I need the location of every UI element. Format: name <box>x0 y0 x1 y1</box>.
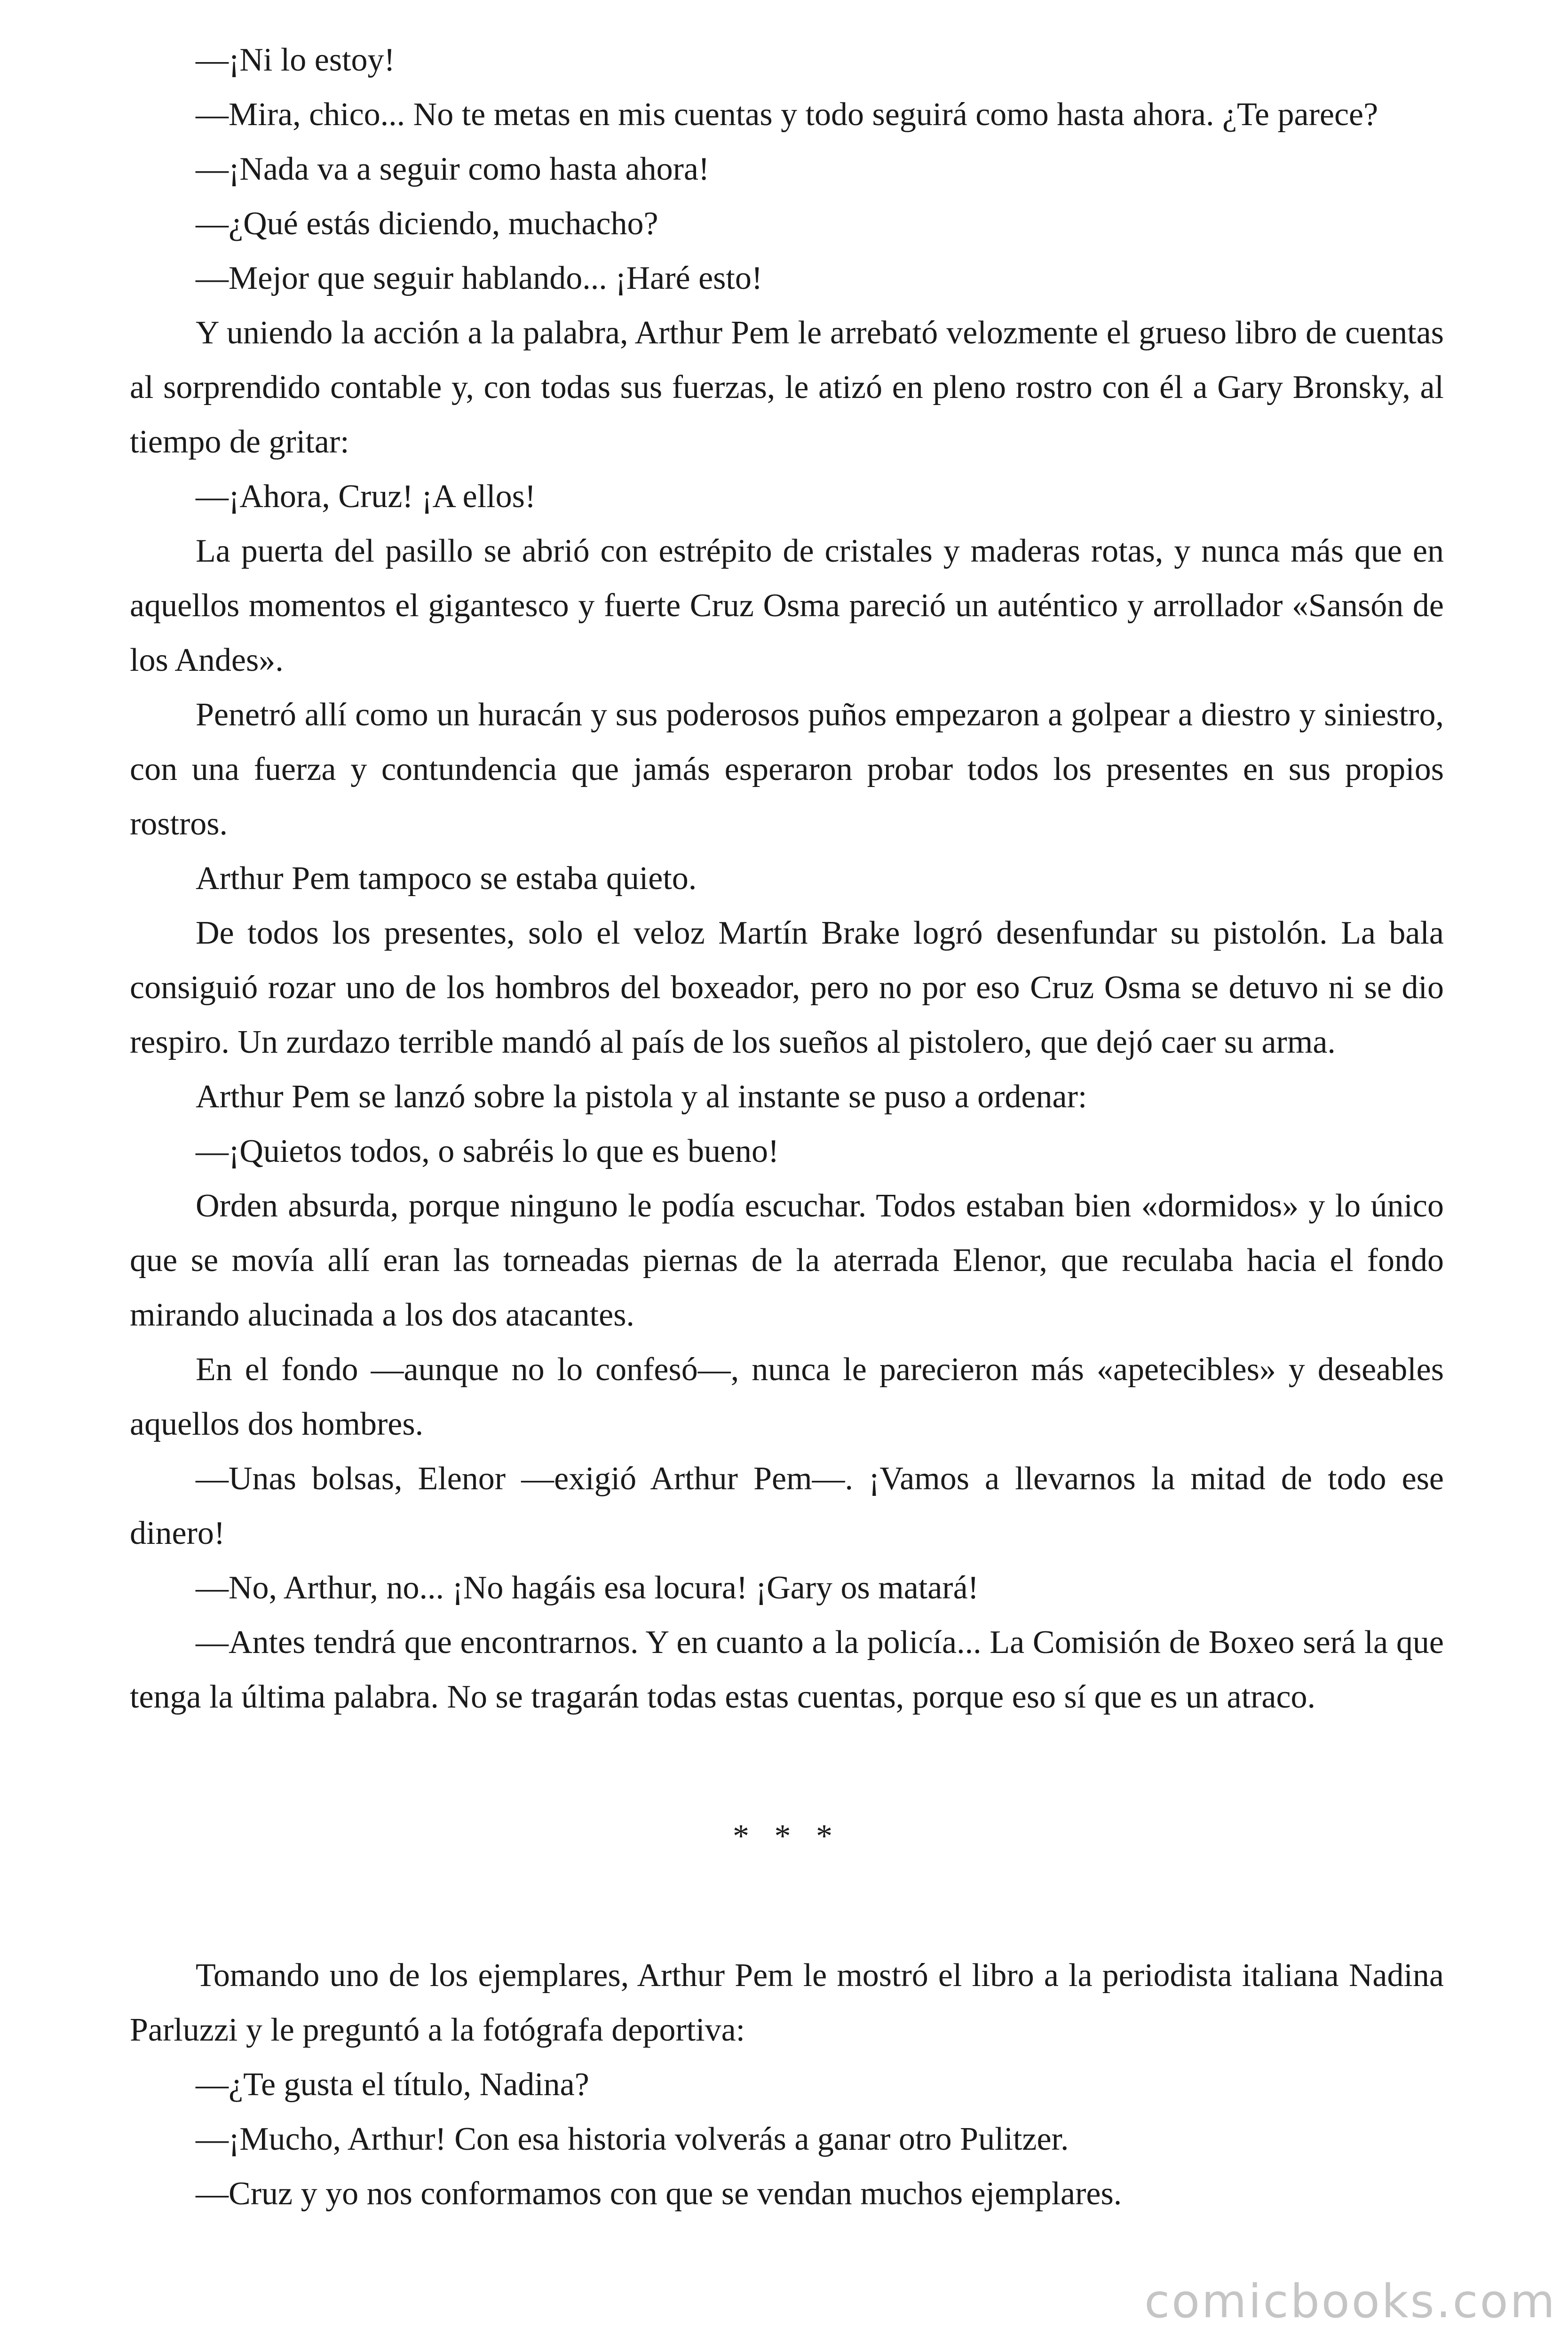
paragraph: —¡Nada va a seguir como hasta ahora! <box>196 151 710 187</box>
paragraph: En el fondo —aunque no lo confesó—, nunca le parecieron más «apetecibles» y deseables aquellos dos hombres. <box>130 1351 1444 1442</box>
paragraph: —Unas bolsas, Elenor —exigió Arthur Pem—. ¡Vamos a llevarnos la mitad de todo ese dinero! <box>130 1461 1444 1551</box>
paragraph: Orden absurda, porque ninguno le podía escuchar. Todos estaban bien «dormidos» y lo único que se movía allí eran las torneadas piernas de la aterrada Elenor, que reculaba hacia el fondo mirando alucinada a los dos atacantes. <box>130 1188 1444 1333</box>
paragraph: —¡Ni lo estoy! <box>196 42 395 78</box>
paragraph: Tomando uno de los ejemplares, Arthur Pem le mostró el libro a la periodista italiana Nadina Parluzzi y le preguntó a la fotógrafa deportiva: <box>130 1957 1444 2048</box>
paragraph: —¡Mucho, Arthur! Con esa historia volverás a ganar otro Pulitzer. <box>196 2121 1069 2157</box>
paragraph: —No, Arthur, no... ¡No hagáis esa locura! ¡Gary os matará! <box>196 1570 979 1606</box>
paragraph: Arthur Pem se lanzó sobre la pistola y al instante se puso a ordenar: <box>196 1079 1087 1115</box>
page-body <box>130 33 1444 2221</box>
paragraph: —¿Te gusta el título, Nadina? <box>196 2066 589 2103</box>
watermark: comicbooks.com <box>1144 2275 1557 2328</box>
paragraph: Penetró allí como un huracán y sus poderosos puños empezaron a golpear a diestro y siniestro, con una fuerza y contundencia que jamás esperaron probar todos los presentes en sus propios rostros. <box>130 697 1444 842</box>
paragraph: La puerta del pasillo se abrió con estrépito de cristales y maderas rotas, y nunca más que en aquellos momentos el gigantesco y fuerte Cruz Osma pareció un auténtico y arrollador «Sansón de los Andes». <box>130 533 1444 678</box>
paragraph: De todos los presentes, solo el veloz Martín Brake logró desenfundar su pistolón. La bala consiguió rozar uno de los hombros del boxeador, pero no por eso Cruz Osma se detuvo ni se dio respiro. Un zurdazo terrible mandó al país de los sueños al pistolero, que dejó caer su arma. <box>130 915 1444 1060</box>
paragraph: —¡Ahora, Cruz! ¡A ellos! <box>196 478 536 515</box>
paragraph: Y uniendo la acción a la palabra, Arthur Pem le arrebató velozmente el grueso libro de cuentas al sorprendido contable y, con todas sus fuerzas, le atizó en pleno rostro con él a Gary Bronsky, al tiempo de gritar: <box>130 315 1444 460</box>
paragraph: —Cruz y yo nos conformamos con que se vendan muchos ejemplares. <box>196 2176 1122 2212</box>
paragraph: —Mejor que seguir hablando... ¡Haré esto! <box>196 260 763 296</box>
paragraph: —¿Qué estás diciendo, muchacho? <box>196 206 658 242</box>
paragraph: —Mira, chico... No te metas en mis cuentas y todo seguirá como hasta ahora. ¿Te parece? <box>196 96 1378 133</box>
paragraph: —Antes tendrá que encontrarnos. Y en cuanto a la policía... La Comisión de Boxeo será la que tenga la última palabra. No se tragarán todas estas cuentas, porque eso sí que es un atraco. <box>130 1624 1444 1715</box>
paragraph: —¡Quietos todos, o sabréis lo que es bueno! <box>196 1133 779 1169</box>
paragraph: Arthur Pem tampoco se estaba quieto. <box>196 860 697 897</box>
scene-break: * * * <box>733 1818 841 1854</box>
